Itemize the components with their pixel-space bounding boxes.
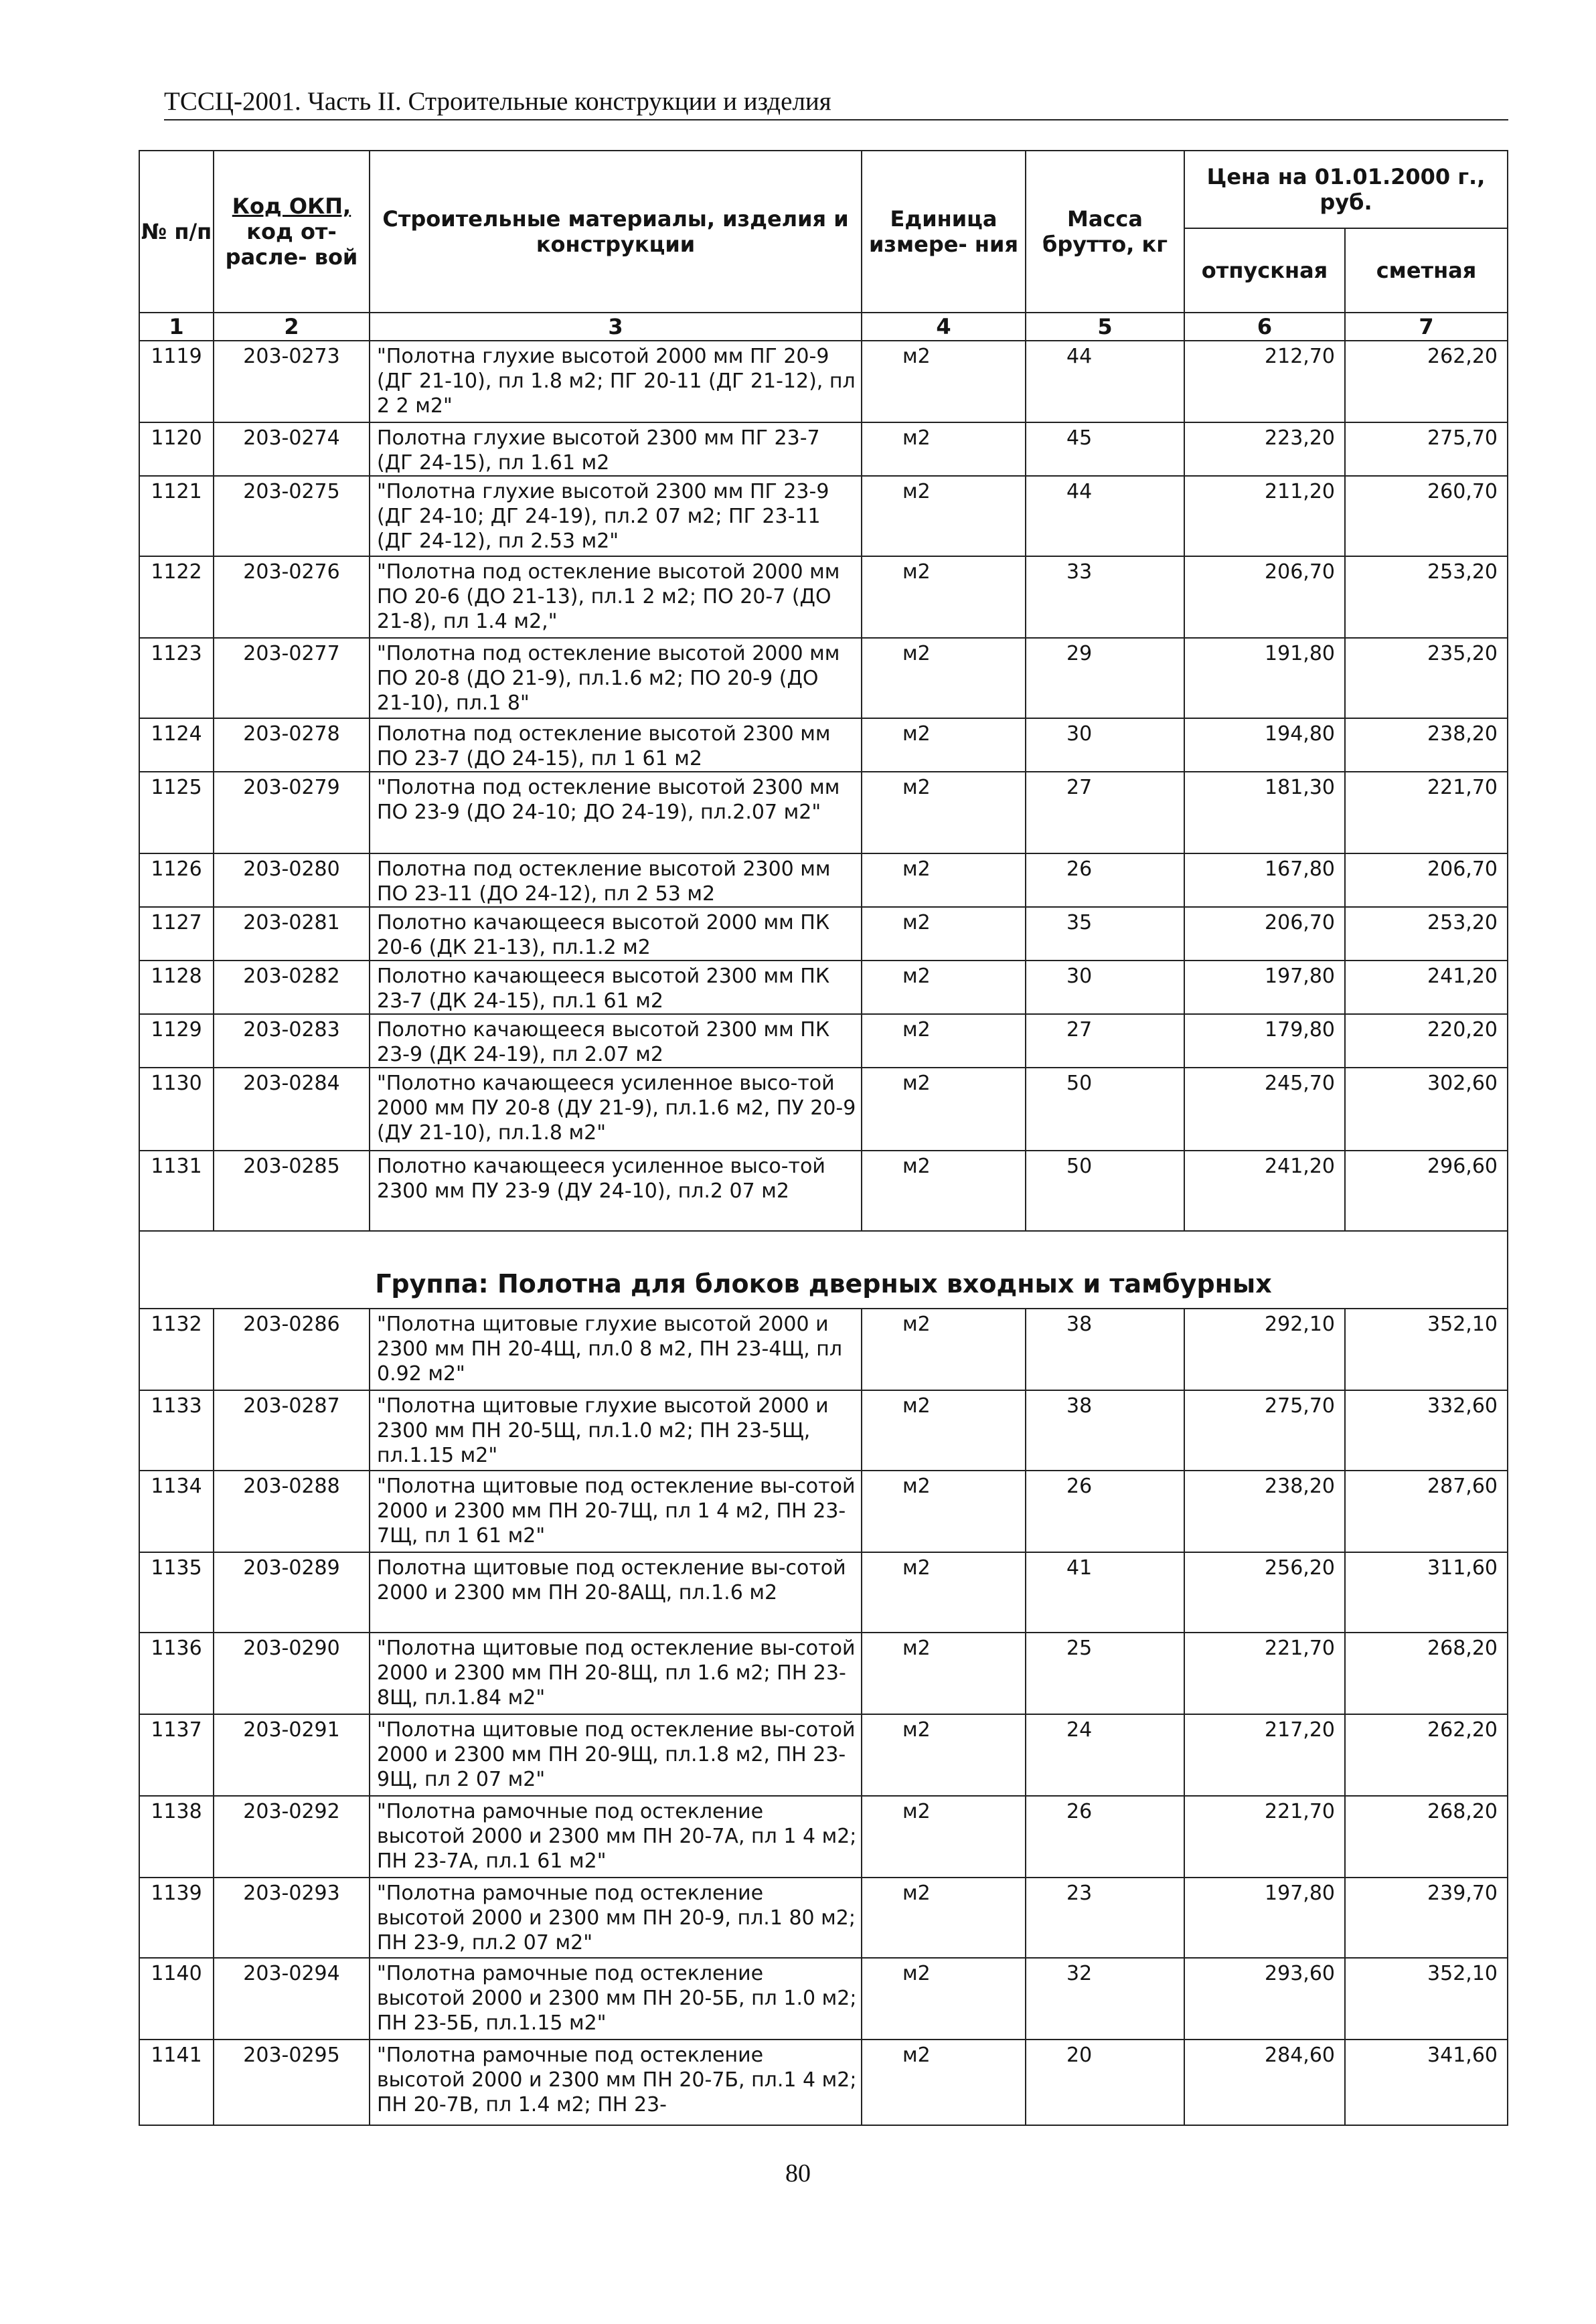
table-row <box>139 556 1508 638</box>
table-row <box>139 2040 1508 2125</box>
row-unit: м2 <box>862 1958 1026 2040</box>
row-price-estimate: 260,70 <box>1345 476 1508 556</box>
row-unit: м2 <box>862 1151 1026 1231</box>
row-number: 1138 <box>139 1796 214 1878</box>
row-name: "Полотна щитовые под остекление вы-сотой 2000 и 2300 мм ПН 20-9Щ, пл.1.8 м2, ПН 23-9Щ, пл 2 07 м2" <box>370 1714 862 1796</box>
row-price-release: 197,80 <box>1184 1878 1345 1958</box>
table-row <box>139 476 1508 556</box>
row-code: 203-0273 <box>214 341 370 422</box>
row-name: "Полотна рамочные под остекление высотой 2000 и 2300 мм ПН 20-5Б, пл 1.0 м2; ПН 23-5Б, пл.1.15 м2" <box>370 1958 862 2040</box>
row-price-release: 241,20 <box>1184 1151 1345 1231</box>
row-unit: м2 <box>862 1633 1026 1714</box>
row-number: 1136 <box>139 1633 214 1714</box>
row-price-release: 181,30 <box>1184 772 1345 853</box>
table-row <box>139 1796 1508 1878</box>
row-price-estimate: 262,20 <box>1345 1714 1508 1796</box>
column-number: 1 <box>139 313 214 341</box>
row-code: 203-0281 <box>214 907 370 961</box>
row-code: 203-0278 <box>214 718 370 772</box>
row-number: 1133 <box>139 1390 214 1471</box>
row-price-estimate: 352,10 <box>1345 1958 1508 2040</box>
row-number: 1126 <box>139 853 214 907</box>
header-price: Цена на 01.01.2000 г., руб. <box>1184 151 1508 228</box>
row-code: 203-0290 <box>214 1633 370 1714</box>
page-number: 80 <box>785 2159 811 2187</box>
row-code: 203-0275 <box>214 476 370 556</box>
row-price-release: 206,70 <box>1184 556 1345 638</box>
row-code: 203-0284 <box>214 1068 370 1151</box>
row-name: "Полотна рамочные под остекление высотой 2000 и 2300 мм ПН 20-7Б, пл.1 4 м2; ПН 20-7В, пл 1.4 м2; ПН 23- <box>370 2040 862 2125</box>
row-code: 203-0285 <box>214 1151 370 1231</box>
row-mass: 41 <box>1026 1552 1184 1633</box>
header-code <box>214 151 370 313</box>
row-code: 203-0288 <box>214 1471 370 1552</box>
row-mass: 33 <box>1026 556 1184 638</box>
row-number: 1137 <box>139 1714 214 1796</box>
table-row <box>139 1633 1508 1714</box>
header-code-title: Код ОКП, <box>232 193 351 219</box>
row-name: "Полотна под остекление высотой 2000 мм ПО 20-8 (ДО 21-9), пл.1.6 м2; ПО 20-9 (ДО 21-10), пл.1 8" <box>370 638 862 718</box>
row-number: 1127 <box>139 907 214 961</box>
row-mass: 30 <box>1026 718 1184 772</box>
row-price-estimate: 311,60 <box>1345 1552 1508 1633</box>
row-number: 1120 <box>139 422 214 476</box>
table-row <box>139 1014 1508 1068</box>
row-mass: 26 <box>1026 1796 1184 1878</box>
column-numbers-row <box>139 313 1508 341</box>
row-name: "Полотна глухие высотой 2300 мм ПГ 23-9 (ДГ 24-10; ДГ 24-19), пл.2 07 м2; ПГ 23-11 (ДГ 24-12), пл 2.53 м2" <box>370 476 862 556</box>
column-number: 4 <box>862 313 1026 341</box>
row-code: 203-0294 <box>214 1958 370 2040</box>
row-code: 203-0289 <box>214 1552 370 1633</box>
row-price-estimate: 296,60 <box>1345 1151 1508 1231</box>
row-mass: 50 <box>1026 1068 1184 1151</box>
row-price-release: 221,70 <box>1184 1796 1345 1878</box>
row-price-estimate: 341,60 <box>1345 2040 1508 2125</box>
group-row <box>139 1231 1508 1309</box>
row-code: 203-0291 <box>214 1714 370 1796</box>
row-unit: м2 <box>862 961 1026 1014</box>
table-row <box>139 341 1508 422</box>
row-price-estimate: 352,10 <box>1345 1309 1508 1390</box>
row-price-release: 211,20 <box>1184 476 1345 556</box>
row-number: 1132 <box>139 1309 214 1390</box>
table-row <box>139 1878 1508 1958</box>
row-unit: м2 <box>862 1552 1026 1633</box>
row-number: 1141 <box>139 2040 214 2125</box>
table-row <box>139 961 1508 1014</box>
row-number: 1122 <box>139 556 214 638</box>
row-price-release: 292,10 <box>1184 1309 1345 1390</box>
row-price-estimate: 287,60 <box>1345 1471 1508 1552</box>
row-unit: м2 <box>862 1068 1026 1151</box>
row-unit: м2 <box>862 772 1026 853</box>
row-name: "Полотна рамочные под остекление высотой 2000 и 2300 мм ПН 20-7А, пл 1 4 м2; ПН 23-7А, пл.1 61 м2" <box>370 1796 862 1878</box>
row-unit: м2 <box>862 476 1026 556</box>
row-name: "Полотно качающееся усиленное высо-той 2000 мм ПУ 20-8 (ДУ 21-9), пл.1.6 м2, ПУ 20-9 (ДУ 21-10), пл.1.8 м2" <box>370 1068 862 1151</box>
row-price-estimate: 332,60 <box>1345 1390 1508 1471</box>
row-price-release: 245,70 <box>1184 1068 1345 1151</box>
row-mass: 30 <box>1026 961 1184 1014</box>
row-price-release: 256,20 <box>1184 1552 1345 1633</box>
header-mass: Масса брутто, кг <box>1026 151 1184 313</box>
table-row <box>139 638 1508 718</box>
row-price-estimate: 238,20 <box>1345 718 1508 772</box>
row-mass: 27 <box>1026 1014 1184 1068</box>
row-code: 203-0283 <box>214 1014 370 1068</box>
row-name: "Полотна щитовые глухие высотой 2000 и 2300 мм ПН 20-4Щ, пл.0 8 м2, ПН 23-4Щ, пл 0.92 м2" <box>370 1309 862 1390</box>
row-price-estimate: 206,70 <box>1345 853 1508 907</box>
header-name: Строительные материалы, изделия и конструкции <box>370 151 862 313</box>
row-mass: 38 <box>1026 1309 1184 1390</box>
row-code: 203-0279 <box>214 772 370 853</box>
table-row <box>139 853 1508 907</box>
row-unit: м2 <box>862 1796 1026 1878</box>
row-price-estimate: 239,70 <box>1345 1878 1508 1958</box>
row-unit: м2 <box>862 556 1026 638</box>
row-code: 203-0293 <box>214 1878 370 1958</box>
row-price-release: 284,60 <box>1184 2040 1345 2125</box>
row-unit: м2 <box>862 1714 1026 1796</box>
row-number: 1124 <box>139 718 214 772</box>
row-name: "Полотна под остекление высотой 2000 мм ПО 20-6 (ДО 21-13), пл.1 2 м2; ПО 20-7 (ДО 21-8), пл 1.4 м2," <box>370 556 862 638</box>
row-unit: м2 <box>862 1014 1026 1068</box>
row-code: 203-0292 <box>214 1796 370 1878</box>
row-mass: 26 <box>1026 853 1184 907</box>
table-row <box>139 1714 1508 1796</box>
table-row <box>139 907 1508 961</box>
row-number: 1139 <box>139 1878 214 1958</box>
row-code: 203-0280 <box>214 853 370 907</box>
row-mass: 44 <box>1026 341 1184 422</box>
row-number: 1129 <box>139 1014 214 1068</box>
row-mass: 38 <box>1026 1390 1184 1471</box>
row-number: 1121 <box>139 476 214 556</box>
row-unit: м2 <box>862 1878 1026 1958</box>
row-price-release: 197,80 <box>1184 961 1345 1014</box>
row-name: "Полотна рамочные под остекление высотой 2000 и 2300 мм ПН 20-9, пл.1 80 м2; ПН 23-9, пл.2 07 м2" <box>370 1878 862 1958</box>
row-number: 1119 <box>139 341 214 422</box>
row-number: 1123 <box>139 638 214 718</box>
row-price-estimate: 253,20 <box>1345 907 1508 961</box>
row-mass: 44 <box>1026 476 1184 556</box>
row-name: "Полотна щитовые глухие высотой 2000 и 2300 мм ПН 20-5Щ, пл.1.0 м2; ПН 23-5Щ, пл.1.15 м2" <box>370 1390 862 1471</box>
group-title: Группа: Полотна для блоков дверных входных и тамбурных <box>139 1231 1508 1309</box>
row-mass: 45 <box>1026 422 1184 476</box>
row-unit: м2 <box>862 341 1026 422</box>
row-price-estimate: 268,20 <box>1345 1796 1508 1878</box>
table-row <box>139 1390 1508 1471</box>
row-price-release: 293,60 <box>1184 1958 1345 2040</box>
table-row <box>139 1309 1508 1390</box>
row-price-release: 221,70 <box>1184 1633 1345 1714</box>
row-price-estimate: 221,70 <box>1345 772 1508 853</box>
table-row <box>139 1471 1508 1552</box>
row-number: 1135 <box>139 1552 214 1633</box>
row-mass: 23 <box>1026 1878 1184 1958</box>
row-code: 203-0277 <box>214 638 370 718</box>
row-price-release: 275,70 <box>1184 1390 1345 1471</box>
row-number: 1140 <box>139 1958 214 2040</box>
column-number: 3 <box>370 313 862 341</box>
table-row <box>139 422 1508 476</box>
column-number: 2 <box>214 313 370 341</box>
row-price-estimate: 302,60 <box>1345 1068 1508 1151</box>
table-row <box>139 1958 1508 2040</box>
row-name: Полотно качающееся высотой 2000 мм ПК 20-6 (ДК 21-13), пл.1.2 м2 <box>370 907 862 961</box>
row-number: 1131 <box>139 1151 214 1231</box>
table-row <box>139 1552 1508 1633</box>
row-number: 1134 <box>139 1471 214 1552</box>
row-mass: 26 <box>1026 1471 1184 1552</box>
row-code: 203-0295 <box>214 2040 370 2125</box>
row-name: "Полотна щитовые под остекление вы-сотой 2000 и 2300 мм ПН 20-8Щ, пл 1.6 м2; ПН 23-8Щ, пл.1.84 м2" <box>370 1633 862 1714</box>
row-mass: 35 <box>1026 907 1184 961</box>
row-number: 1125 <box>139 772 214 853</box>
table-row <box>139 1068 1508 1151</box>
row-unit: м2 <box>862 907 1026 961</box>
row-name: Полотно качающееся усиленное высо-той 2300 мм ПУ 23-9 (ДУ 24-10), пл.2 07 м2 <box>370 1151 862 1231</box>
header-unit: Единица измере- ния <box>862 151 1026 313</box>
row-unit: м2 <box>862 1309 1026 1390</box>
row-name: Полотна глухие высотой 2300 мм ПГ 23-7 (ДГ 24-15), пл 1.61 м2 <box>370 422 862 476</box>
row-price-estimate: 268,20 <box>1345 1633 1508 1714</box>
row-price-release: 194,80 <box>1184 718 1345 772</box>
row-price-estimate: 275,70 <box>1345 422 1508 476</box>
row-name: "Полотна под остекление высотой 2300 мм ПО 23-9 (ДО 24-10; ДО 24-19), пл.2.07 м2" <box>370 772 862 853</box>
price-table <box>139 150 1508 2126</box>
row-price-release: 191,80 <box>1184 638 1345 718</box>
row-mass: 32 <box>1026 1958 1184 2040</box>
row-unit: м2 <box>862 1471 1026 1552</box>
row-unit: м2 <box>862 2040 1026 2125</box>
row-price-release: 212,70 <box>1184 341 1345 422</box>
header-num: № п/п <box>139 151 214 313</box>
column-number: 7 <box>1345 313 1508 341</box>
row-price-estimate: 262,20 <box>1345 341 1508 422</box>
row-unit: м2 <box>862 853 1026 907</box>
row-code: 203-0276 <box>214 556 370 638</box>
row-name: "Полотна глухие высотой 2000 мм ПГ 20-9 (ДГ 21-10), пл 1.8 м2; ПГ 20-11 (ДГ 21-12), пл 2 2 м2" <box>370 341 862 422</box>
column-number: 5 <box>1026 313 1184 341</box>
row-unit: м2 <box>862 718 1026 772</box>
row-price-release: 206,70 <box>1184 907 1345 961</box>
row-price-estimate: 241,20 <box>1345 961 1508 1014</box>
row-number: 1130 <box>139 1068 214 1151</box>
row-price-estimate: 253,20 <box>1345 556 1508 638</box>
row-code: 203-0274 <box>214 422 370 476</box>
row-mass: 50 <box>1026 1151 1184 1231</box>
row-number: 1128 <box>139 961 214 1014</box>
row-price-estimate: 235,20 <box>1345 638 1508 718</box>
header-code-rest: код от- расле- вой <box>225 219 358 270</box>
column-number: 6 <box>1184 313 1345 341</box>
row-unit: м2 <box>862 422 1026 476</box>
row-name: Полотна щитовые под остекление вы-сотой 2000 и 2300 мм ПН 20-8АЩ, пл.1.6 м2 <box>370 1552 862 1633</box>
row-mass: 25 <box>1026 1633 1184 1714</box>
header-price-estimate: сметная <box>1345 228 1508 313</box>
row-name: Полотно качающееся высотой 2300 мм ПК 23-7 (ДК 24-15), пл.1 61 м2 <box>370 961 862 1014</box>
row-price-release: 167,80 <box>1184 853 1345 907</box>
row-price-estimate: 220,20 <box>1345 1014 1508 1068</box>
row-mass: 24 <box>1026 1714 1184 1796</box>
page-title: ТССЦ-2001. Часть II. Строительные конструкции и изделия <box>164 87 831 116</box>
row-code: 203-0287 <box>214 1390 370 1471</box>
table-row <box>139 1151 1508 1231</box>
row-mass: 29 <box>1026 638 1184 718</box>
row-name: Полотно качающееся высотой 2300 мм ПК 23-9 (ДК 24-19), пл 2.07 м2 <box>370 1014 862 1068</box>
row-price-release: 223,20 <box>1184 422 1345 476</box>
row-mass: 20 <box>1026 2040 1184 2125</box>
header-price-release: отпускная <box>1184 228 1345 313</box>
row-unit: м2 <box>862 1390 1026 1471</box>
row-code: 203-0282 <box>214 961 370 1014</box>
row-price-release: 179,80 <box>1184 1014 1345 1068</box>
table-row <box>139 718 1508 772</box>
row-price-release: 217,20 <box>1184 1714 1345 1796</box>
row-unit: м2 <box>862 638 1026 718</box>
row-mass: 27 <box>1026 772 1184 853</box>
row-name: Полотна под остекление высотой 2300 мм ПО 23-7 (ДО 24-15), пл 1 61 м2 <box>370 718 862 772</box>
row-name: Полотна под остекление высотой 2300 мм ПО 23-11 (ДО 24-12), пл 2 53 м2 <box>370 853 862 907</box>
page-header <box>164 86 1508 120</box>
row-code: 203-0286 <box>214 1309 370 1390</box>
table-row <box>139 772 1508 853</box>
row-price-release: 238,20 <box>1184 1471 1345 1552</box>
row-name: "Полотна щитовые под остекление вы-сотой 2000 и 2300 мм ПН 20-7Щ, пл 1 4 м2, ПН 23-7Щ, пл 1 61 м2" <box>370 1471 862 1552</box>
